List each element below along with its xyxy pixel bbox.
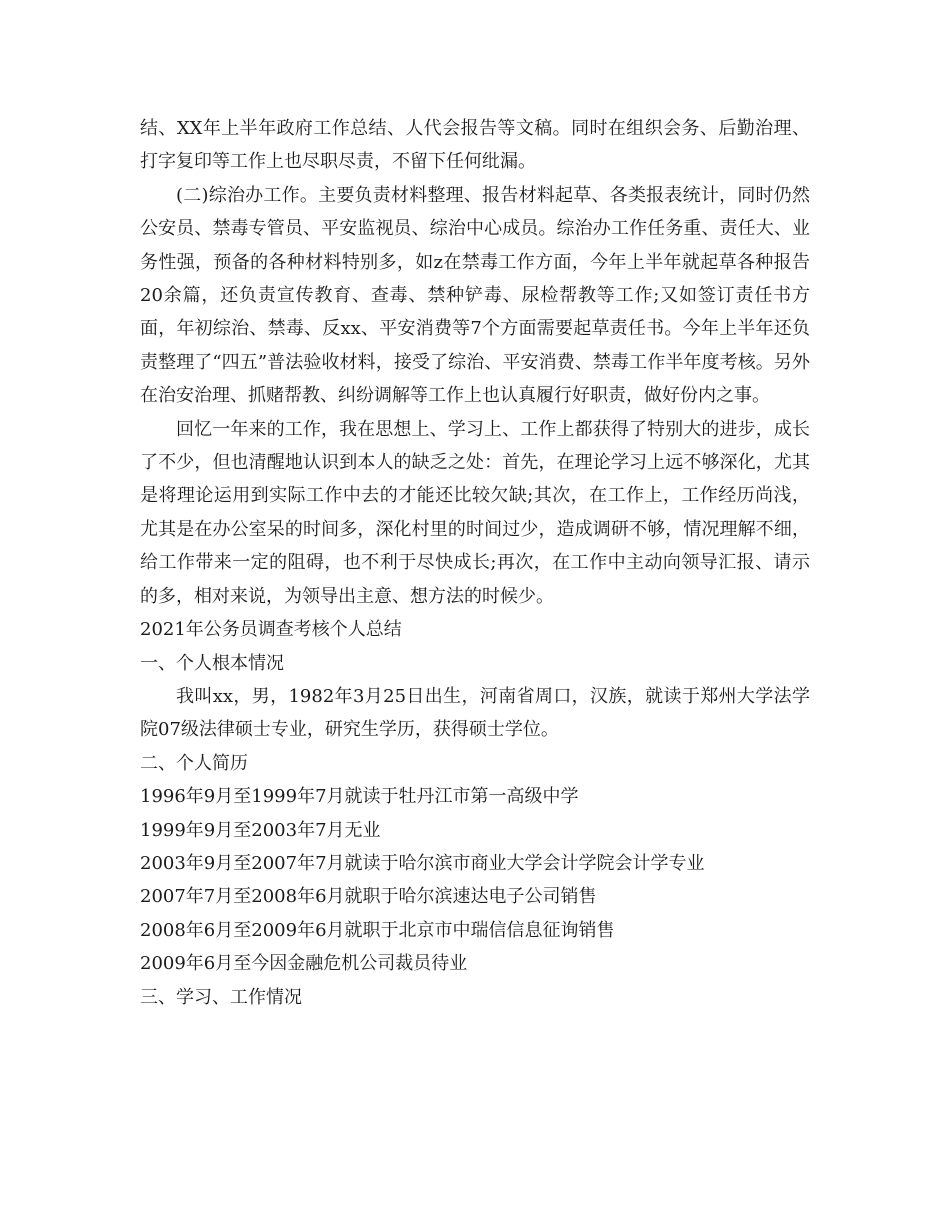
- resume-item: 2009年6月至今因金融危机公司裁员待业: [140, 953, 468, 975]
- paragraph-continuation: 结、XX年上半年政府工作总结、人代会报告等文稿。同时在组织会务、后勤治理、打字复印等工作上也尽职尽责，不留下任何纰漏。: [140, 118, 810, 173]
- heading-study-work: 三、学习、工作情况: [140, 986, 302, 1008]
- heading-basic-info: 一、个人根本情况: [140, 652, 284, 674]
- resume-item: 2008年6月至2009年6月就职于北京市中瑞信信息征询销售: [140, 919, 615, 941]
- resume-item: 2007年7月至2008年6月就职于哈尔滨速达电子公司销售: [140, 886, 597, 908]
- paragraph-comprehensive-office: (二)综治办工作。主要负责材料整理、报告材料起草、各类报表统计，同时仍然公安员、禁毒专管员、平安监视员、综治中心成员。综治办工作任务重、责任大、业务性强，预备的各种材料特别多，如z在禁毒工作方面，今年上半年就起草各种报告20余篇，还负责宣传教育、查毒、禁种铲毒、尿检帮教等工作;又如签订责任书方面，年初综治、禁毒、反xx、平安消费等7个方面需要起草责任书。今年上半年还负责整理了“四五”普法验收材料，接受了综治、平安消费、禁毒工作半年度考核。另外在治安治理、抓赌帮教、纠纷调解等工作上也认真履行好职责，做好份内之事。: [140, 184, 810, 407]
- document-body: [140, 112, 810, 1014]
- resume-item: 1996年9月至1999年7月就读于牡丹江市第一高级中学: [140, 786, 579, 808]
- paragraph-basic-info: 我叫xx，男，1982年3月25日出生，河南省周口，汉族，就读于郑州大学法学院07级法律硕士专业，研究生学历，获得硕士学位。: [140, 685, 810, 741]
- resume-item: 1999年9月至2003年7月无业: [140, 819, 381, 841]
- heading-resume: 二、个人简历: [140, 752, 248, 774]
- resume-item: 2003年9月至2007年7月就读于哈尔滨市商业大学会计学院会计学专业: [140, 852, 705, 874]
- section-title: 2021年公务员调查考核个人总结: [140, 619, 402, 641]
- paragraph-review: 回忆一年来的工作，我在思想上、学习上、工作上都获得了特别大的进步，成长了不少，但也清醒地认识到本人的缺乏之处：首先，在理论学习上远不够深化，尤其是将理论运用到实际工作中去的才能还比较欠缺;其次，在工作上，工作经历尚浅，尤其是在办公室呆的时间多，深化村里的时间过少，造成调研不够，情况理解不细，给工作带来一定的阻碍，也不利于尽快成长;再次，在工作中主动向领导汇报、请示的多，相对来说，为领导出主意、想方法的时候少。: [140, 418, 810, 607]
